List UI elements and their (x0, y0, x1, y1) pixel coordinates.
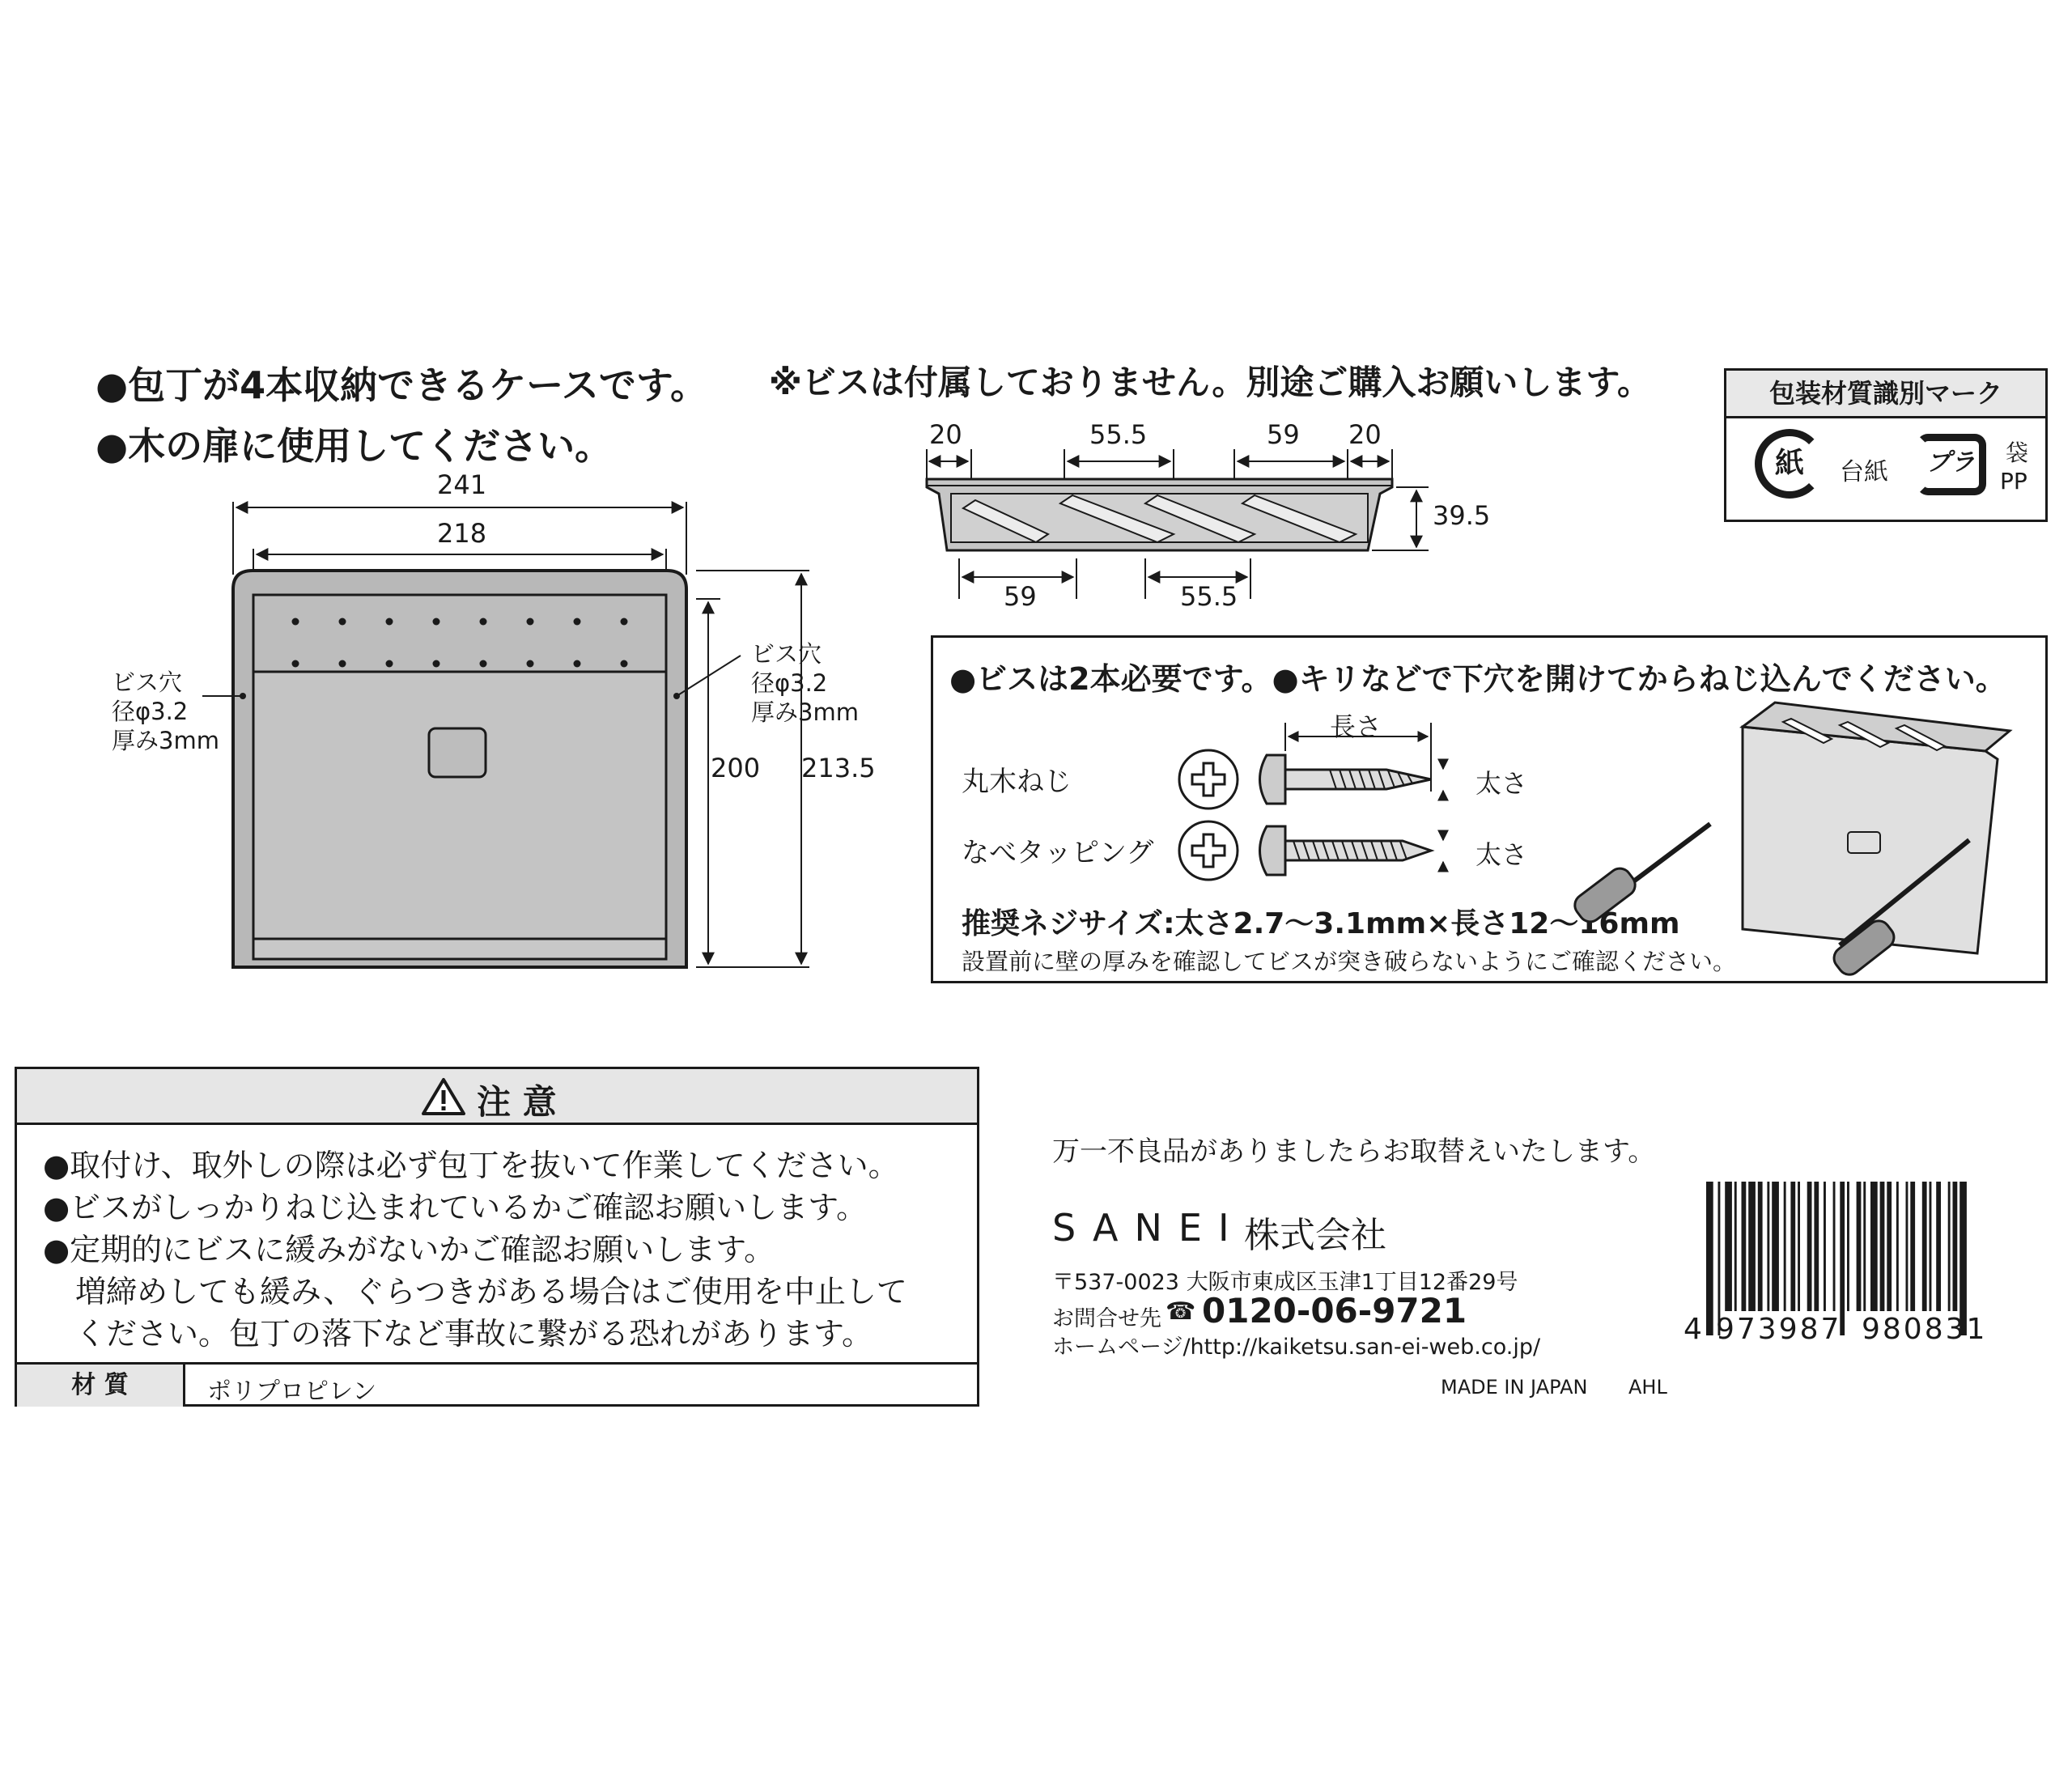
header-line-1: ●包丁が4本収納できるケースです。 (96, 363, 708, 407)
material-row (17, 1362, 977, 1407)
barcode-bar (1725, 1182, 1732, 1311)
material-value: ポリプロピレン (207, 1377, 377, 1406)
barcode-bar (1833, 1182, 1836, 1311)
barcode-bar (1772, 1182, 1779, 1311)
vent-hole (574, 618, 581, 626)
vent-hole (527, 618, 534, 626)
caution-line-5: ください。包丁の落下など事故に繋がる恐れがあります。 (75, 1316, 873, 1352)
barcode-bar (1847, 1182, 1849, 1311)
barcode-bar (1887, 1182, 1892, 1311)
paper-label: 台紙 (1840, 458, 1888, 486)
paper-recycle-icon (1755, 429, 1824, 499)
material-label: 材 質 (17, 1365, 185, 1407)
barcode-digit-first: 4 (1684, 1313, 1702, 1346)
screw-drawings (933, 638, 2045, 981)
left-hole-label (112, 668, 219, 755)
depth-dim: 39.5 (1433, 500, 1491, 531)
company-address: 〒537-0023 大阪市東成区玉津1丁目12番29号 (1052, 1270, 1518, 1295)
barcode-digits-left: 973987 (1716, 1313, 1842, 1346)
vent-hole (480, 660, 487, 668)
barcode-bar (1896, 1182, 1899, 1311)
barcode-bar (1734, 1182, 1737, 1311)
left-hole-label-3: 厚み3mm (112, 727, 219, 754)
paper-symbol: 紙 (1774, 447, 1804, 480)
vent-hole (292, 618, 299, 626)
header-note: ※ビスは付属しておりません。別途ご購入お願いします。 (769, 363, 1651, 402)
phone-icon: ☎ (1166, 1297, 1196, 1326)
caution-line-1: ●取付け、取外しの際は必ず包丁を抜いて作業してください。 (43, 1148, 899, 1183)
barcode-bar (1922, 1182, 1927, 1311)
dim-width-outer: 241 (437, 469, 487, 500)
warning-triangle-icon (422, 1077, 465, 1116)
right-hole-label-1: ビス穴 (751, 640, 822, 668)
packaging-mark-title: 包装材質識別マーク (1726, 371, 2045, 418)
row2-name: なべタッピング (962, 837, 1154, 869)
length-label: 長さ (1330, 711, 1382, 742)
right-hole-label-2: 径φ3.2 (751, 669, 828, 697)
vent-hole (339, 618, 346, 626)
vent-hole (339, 660, 346, 668)
barcode-bar (1742, 1182, 1747, 1311)
right-hole-label (751, 639, 859, 727)
homepage: ホームページ/http://kaiketsu.san-ei-web.co.jp/ (1052, 1335, 1541, 1360)
vent-hole (574, 660, 581, 668)
brand-name: SANEI (1052, 1206, 1246, 1250)
bottom-dim-1: 59 (1004, 581, 1037, 612)
vent-hole (480, 618, 487, 626)
phillips-head-icon-2 (1179, 821, 1238, 880)
top-dim-4: 20 (1348, 419, 1382, 450)
barcode-bar (1790, 1182, 1795, 1311)
barcode-bar (1930, 1182, 1932, 1311)
barcode-bar (1784, 1182, 1786, 1311)
vent-hole (527, 660, 534, 668)
plastic-material: PP (2000, 468, 2027, 495)
caution-line-3: ●定期的にビスに緩みがないかご確認お願いします。 (43, 1232, 775, 1267)
header-line-2: ●木の扉に使用してください。 (96, 424, 613, 468)
recommended-size: 推奨ネジサイズ:太さ2.7～3.1mm×長さ12～16mm (962, 907, 1680, 940)
vent-hole (386, 618, 393, 626)
thickness-label-2: 太さ (1475, 839, 1528, 870)
vent-hole (621, 618, 628, 626)
barcode-bar (1807, 1182, 1812, 1311)
made-in: MADE IN JAPAN (1441, 1376, 1588, 1399)
dim-height-inner: 200 (711, 753, 761, 783)
caution-title: 注 意 (477, 1082, 557, 1122)
caution-header (17, 1069, 977, 1125)
barcode-bar (1910, 1182, 1915, 1311)
vent-hole (386, 660, 393, 668)
barcode-bar (1748, 1182, 1756, 1311)
packaging-mark-box (1724, 368, 2048, 522)
barcode-bar (1814, 1182, 1819, 1311)
company-type: 株式会社 (1244, 1215, 1386, 1256)
barcode-bar (1767, 1182, 1769, 1311)
phillips-head-icon-1 (1179, 750, 1238, 809)
top-dim-1: 20 (929, 419, 962, 450)
left-hole-label-2: 径φ3.2 (112, 698, 189, 725)
barcode-bar (1798, 1182, 1800, 1311)
product-code: AHL (1628, 1376, 1667, 1399)
phone-number: 0120-06-9721 (1202, 1291, 1467, 1331)
barcode-bar (1948, 1182, 1951, 1311)
thickness-label-1: 太さ (1475, 768, 1528, 799)
installation-illustration (1570, 702, 2010, 979)
barcode-bar (1936, 1182, 1941, 1311)
install-warning: 設置前に壁の厚みを確認してビスが突き破らないようにご確認ください。 (962, 948, 1737, 975)
barcode-bar (1906, 1182, 1909, 1311)
row1-name: 丸木ねじ (962, 766, 1072, 798)
barcode-bar (1857, 1182, 1862, 1311)
contact-label: お問合せ先 (1052, 1306, 1161, 1331)
plastic-symbol: プラ (1926, 448, 1975, 477)
vent-hole (621, 660, 628, 668)
bottom-dim-2: 55.5 (1180, 581, 1238, 612)
screw-heading: ●ビスは2本必要です。●キリなどで下穴を開けてからねじ込んでください。 (949, 661, 2006, 697)
plastic-recycle-icon (1917, 434, 1986, 495)
barcode-digits-right: 980831 (1862, 1313, 1988, 1346)
barcode-bar (1863, 1182, 1866, 1311)
barcode-bar (1870, 1182, 1878, 1311)
right-hole-label-3: 厚み3mm (751, 698, 859, 726)
caution-line-2: ●ビスがしっかりねじ込まれているかご確認お願いします。 (43, 1190, 868, 1225)
barcode-bar (1953, 1182, 1958, 1311)
barcode-bar (1880, 1182, 1885, 1311)
barcode-bar (1758, 1182, 1763, 1311)
screw-instruction-box (931, 635, 2048, 983)
barcode-bar (1824, 1182, 1826, 1311)
top-dim-2: 55.5 (1089, 419, 1148, 450)
replacement-note: 万一不良品がありましたらお取替えいたします。 (1052, 1135, 1656, 1168)
plastic-label: 袋 (2006, 439, 2029, 466)
top-dim-3: 59 (1267, 419, 1300, 450)
vent-hole (433, 618, 440, 626)
caution-box (15, 1067, 979, 1407)
vent-hole (433, 660, 440, 668)
barcode-bar (1706, 1182, 1713, 1335)
dim-height-outer: 213.5 (801, 753, 876, 783)
caution-line-4: 増締めしても緩み、ぐらつきがある場合はご使用を中止して (75, 1274, 907, 1309)
left-hole-label-1: ビス穴 (112, 669, 183, 696)
dim-width-inner: 218 (437, 518, 487, 549)
vent-hole (292, 660, 299, 668)
